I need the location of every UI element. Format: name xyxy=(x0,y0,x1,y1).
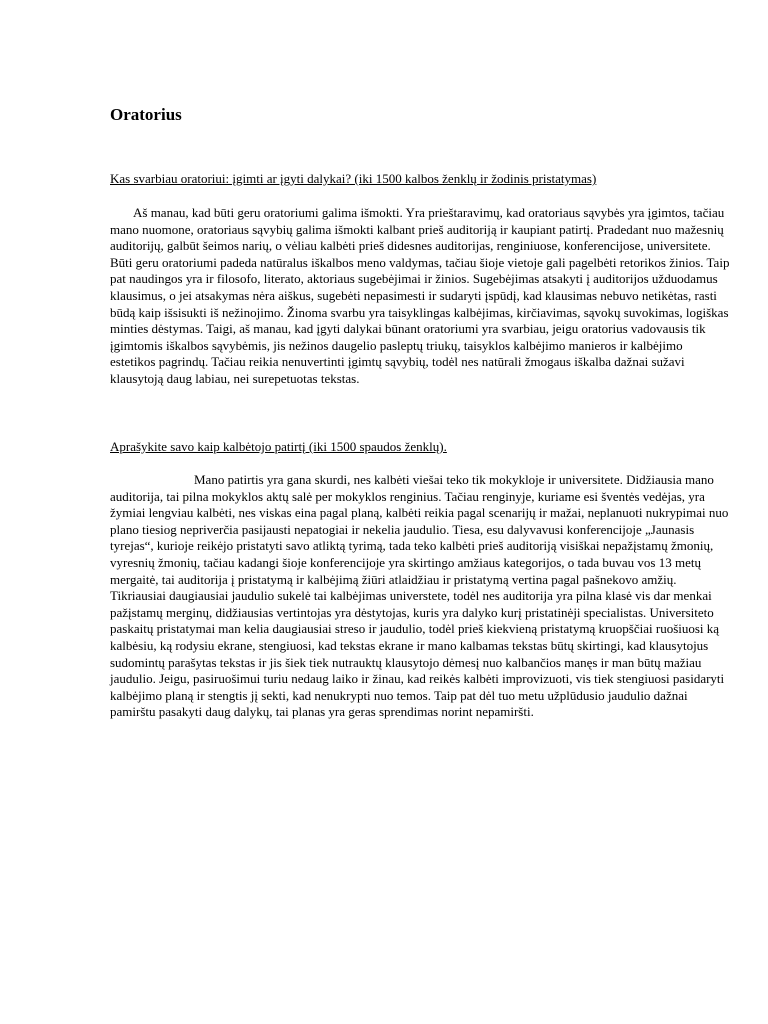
section-2-heading: Aprašykite savo kaip kalbėtojo patirtį (iki 1500 spaudos ženklų). xyxy=(110,439,447,454)
section-2-body: Mano patirtis yra gana skurdi, nes kalbėti viešai teko tik mokykloje ir universitete. Didžiausia mano auditorija, tai pilna mokyklos aktų salė per mokyklos renginius. Tačiau renginyje, kuriame esi šventės vedėjas, yra žymiai lengviau kalbėti, nes viskas eina pagal planą, kalbėti reikia pagal scenarijų ir mažai, neplanuoti nukrypimai nuo plano tiesiog nepriverčia pasijausti nepatogiai ir nekelia jaudulio. Tiesa, esu dalyvavusi konferencijoje „Jaunasis tyrejas“, kurioje reikėjo pristatyti savo atliktą tyrimą, tada teko kalbėti prieš auditoriją visiškai nepažįstamų žmonių, vyresnių žmonių, tačiau kadangi šioje konferencijoje yra skirtingo amžiaus kategorijos, o tada buvau vos 13 metų mergaitė, tai auditorija į pristatymą ir kalbėjimą žiūri atlaidžiau ir pristatymą vertina pagal pašnekovo amžių. Tikriausiai daugiausiai jaudulio sukelė tai kalbėjimas universtete, todėl nes auditorija yra pilna klasė vis dar menkai pažįstamų merginų, didžiausias vertintojas yra dėstytojas, kuris yra dalyko kurį pristatinėji specialistas. Universiteto paskaitų pristatymai man kelia daugiausiai streso ir jaudulio, todėl prieš kiekvieną pristatymą kruopščiai ruošiuosi ką kalbėsiu, ką rodysiu ekrane, stengiuosi, kad tekstas ekrane ir mano kalbamas tekstas būtų skirtingi, kad klausytojus sudomintų parašytas tekstas ir jis šiek tiek nutrauktų klausytojo dėmesį nuo kalbančios manęs ir man būtų mažiau jaudulio. Jeigu, pasiruošimui turiu nedaug laiko ir žinau, kad reikės kalbėti improvizuoti, vis tiek stengiuosi pasidaryti kalbėjimo planą ir stengtis jį sekti, kad nenukrypti nuo temos. Taip pat dėl tuo metu užplūdusio jaudulio dažnai pamirštu pasakyti daug dalykų, tai planas yra geras sprendimas norint nepamiršti. xyxy=(110,472,729,720)
section-1-heading: Kas svarbiau oratoriui: įgimti ar įgyti dalykai? (iki 1500 kalbos ženklų ir žodinis pristatymas) xyxy=(110,171,597,186)
document-title: Oratorius xyxy=(110,105,182,124)
section-1-body: Aš manau, kad būti geru oratoriumi galima išmokti. Yra prieštaravimų, kad oratoriaus sąvybės yra įgimtos, tačiau mano nuomone, oratoriaus sąvybių galima išmokti kalbant prieš auditoriją ir kaupiant patirtį. Pradedant nuo mažesnių auditorijų, galbūt šeimos narių, o vėliau kalbėti prieš didesnes auditorijas, renginiuose, konferencijose, universitete. Būti geru oratoriumi padeda natūralus iškalbos meno valdymas, tačiau šioje vietoje gali pagelbėti retorikos žinios. Taip pat naudingos yra ir filosofo, literato, aktoriaus sugebėjimai ir žinios. Sugebėjimas atsakyti į auditorijos užduodamus klausimus, o jei atsakymas nėra aiškus, sugebėti nepasimesti ir sudaryti įspūdį, kad klausimas nebuvo netikėtas, rasti būdą kaip išsisukti iš nežinojimo. Žinoma svarbu yra taisyklingas kalbėjimas, kirčiavimas, sąvokų suvokimas, logiškas minties dėstymas. Taigi, aš manau, kad įgyti dalykai būnant oratoriumi yra svarbiau, jeigu oratorius vadovausis tik įgimtomis iškalbos sąvybėmis, jis nežinos daugelio pasleptų triukų, taisyklos kalbėjimo manieros ir kalbėjimo estetikos pagrindų. Tačiau reikia nenuvertinti įgimtų sąvybių, todėl nes natūrali žmogaus iškalba dažnai sužavi klausytoją daug labiau, nei surepetuotas tekstas. xyxy=(110,205,730,386)
